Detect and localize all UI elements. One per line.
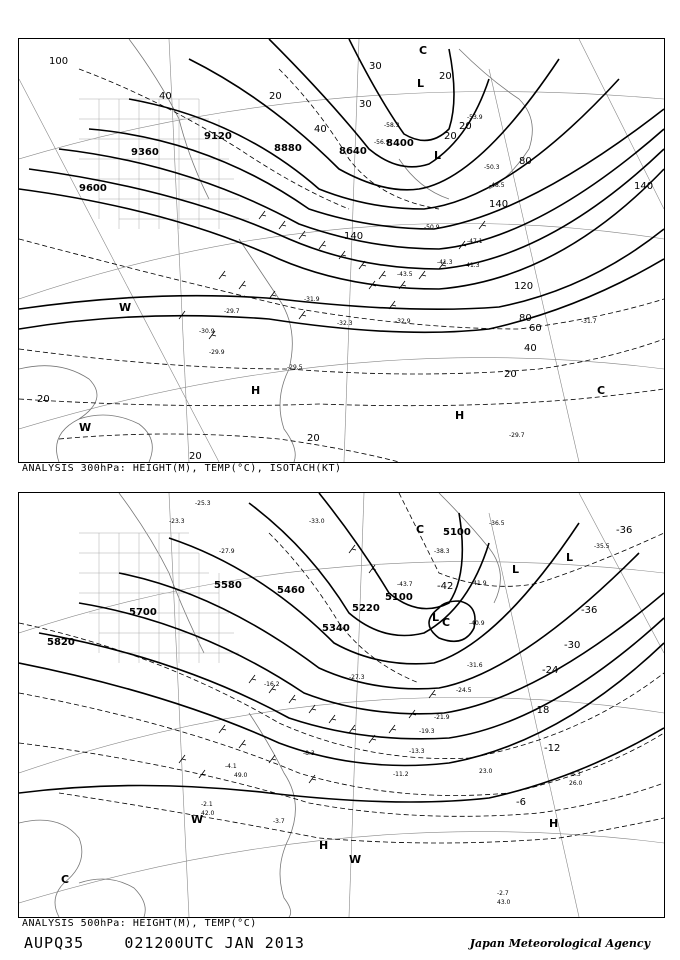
isotach-label: 20 [37,394,50,405]
chart-identifier [24,934,305,952]
isotherm-label: -18 [533,705,550,716]
map-500hpa [18,492,665,918]
coastlines [19,493,500,917]
height-contours [19,39,664,332]
temp-value: -53.9 [467,114,483,121]
temp-value: -23.3 [169,518,185,525]
temp-value: -41.3 [464,262,480,269]
temp-value: -50.9 [424,224,440,231]
height-label: 5460 [277,585,305,596]
height-label: 8640 [339,146,367,157]
isotherm-label: -42 [437,581,454,592]
temp-value: -32.9 [395,318,411,325]
isotach-label: 40 [524,343,537,354]
temp-value: -41.3 [437,259,453,266]
map-300hpa-caption: ANALYSIS 300hPa: HEIGHT(M), TEMP(°C), ISOTACH(KT) [22,463,342,474]
height-label: 5100 [443,527,471,538]
warm-center-symbol: W [191,813,204,826]
isotherms [19,493,664,843]
graticule [19,39,664,462]
temp-value: -24.5 [456,687,472,694]
high-pressure-symbol: H [251,384,261,397]
temp-value: -48.5 [489,182,505,189]
temp-value: -31.7 [581,318,597,325]
low-pressure-symbol: L [434,149,442,162]
height-label: 8880 [274,143,302,154]
temp-value: -6.3 [569,771,581,778]
temp-value: -21.9 [434,714,450,721]
isotach-label: 60 [529,323,542,334]
height-label: 9120 [204,131,232,142]
temp-value: -31.9 [304,296,320,303]
low-pressure-symbol: L [417,77,425,90]
isotherm-label: -30 [564,640,581,651]
height-label: 5100 [385,592,413,603]
temp-value: -31.6 [467,662,483,669]
temp-value: -29.5 [287,364,303,371]
temp-value: -2.1 [201,801,213,808]
isotach-label: 80 [519,313,532,324]
isotach-label: 30 [359,99,372,110]
temp-value: -13.3 [409,748,425,755]
temperature-values [169,500,610,906]
high-pressure-symbol: H [455,409,465,422]
isotherm-label: -6 [516,797,526,808]
isotherm-label: -36 [616,525,633,536]
temp-value: -43.7 [397,581,413,588]
wind-barbs [179,211,486,339]
isotherm-label: -24 [542,665,559,676]
temp-value: -36.5 [489,520,505,527]
temp-value: -33.0 [309,518,325,525]
temp-value: -56.9 [374,139,390,146]
temp-value: -2.7 [497,890,509,897]
isotach-label: 40 [314,124,327,135]
agency-name: Japan Meteorological Agency [469,937,650,950]
chart-code: AUPQ35 [24,934,85,952]
temp-value: 49.0 [234,772,248,779]
terrain-hatching [79,99,249,229]
temp-value: -19.3 [419,728,435,735]
isotherm-label: -12 [544,743,561,754]
temp-value: -47.1 [467,238,483,245]
low-pressure-symbol: L [512,563,520,576]
isotach-label: 100 [49,56,69,67]
isotach-label: 40 [159,91,172,102]
temp-value: -16.2 [264,681,280,688]
temp-value: -11.2 [393,771,409,778]
height-label: 5700 [129,607,157,618]
temp-value: -58.3 [384,122,400,129]
isotach-label: 20 [189,451,202,462]
isotach-label: 20 [504,369,517,380]
isotach-label: 120 [514,281,534,292]
cold-center-symbol: C [61,873,70,886]
temp-value: -27.9 [219,548,235,555]
map-300hpa [18,38,665,463]
warm-center-symbol: W [349,853,362,866]
height-label: 8400 [386,138,414,149]
high-pressure-symbol: H [319,839,329,852]
temp-value: -43.5 [397,271,413,278]
height-label: 9600 [79,183,107,194]
isotach-label: 30 [369,61,382,72]
low-pressure-symbol: L [432,611,440,624]
valid-time: 021200UTC JAN 2013 [124,934,305,952]
temp-value: -27.3 [349,674,365,681]
low-pressure-symbol: L [566,551,574,564]
temp-value: -32.3 [337,320,353,327]
height-label: 5340 [322,623,350,634]
temp-value: -8.3 [303,750,315,757]
temp-value: -25.3 [195,500,211,507]
cold-center-symbol: C [442,616,451,629]
high-pressure-symbol: H [549,817,559,830]
cold-center-symbol: C [419,44,428,57]
temp-value: 42.0 [201,810,215,817]
warm-center-symbol: W [79,421,92,434]
cold-center-symbol: C [416,523,425,536]
height-label: 9360 [131,147,159,158]
height-label: 5220 [352,603,380,614]
map-500hpa-canvas [19,493,664,917]
temp-value: -29.9 [209,349,225,356]
temp-value: 26.0 [569,780,583,787]
temp-value: 23.0 [479,768,493,775]
isotach-label: 20 [444,131,457,142]
temp-value: -40.9 [469,620,485,627]
isotherms [19,69,664,462]
temp-value: -35.5 [594,543,610,550]
isotach-label: 20 [459,121,472,132]
cold-center-symbol: C [597,384,606,397]
isotherm-label: -36 [581,605,598,616]
map-300hpa-canvas [19,39,664,462]
temp-value: 43.0 [497,899,511,906]
isotach-label: 140 [489,199,509,210]
temp-value: -41.9 [471,580,487,587]
isotach-label: 80 [519,156,532,167]
coastlines [19,39,532,462]
height-label: 5820 [47,637,75,648]
isotach-label: 140 [344,231,364,242]
isotach-label: 20 [307,433,320,444]
isotach-label: 20 [269,91,282,102]
isotach-label: 20 [439,71,452,82]
isotach-label: 140 [634,181,654,192]
warm-center-symbol: W [119,301,132,314]
temp-value: -29.7 [224,308,240,315]
temp-value: -38.3 [434,548,450,555]
map-500hpa-caption: ANALYSIS 500hPa: HEIGHT(M), TEMP(°C) [22,918,257,929]
height-label: 5580 [214,580,242,591]
temp-value: -30.9 [199,328,215,335]
temp-value: -3.7 [273,818,285,825]
temp-value: -29.7 [509,432,525,439]
temp-value: -50.3 [484,164,500,171]
temp-value: -4.1 [225,763,237,770]
